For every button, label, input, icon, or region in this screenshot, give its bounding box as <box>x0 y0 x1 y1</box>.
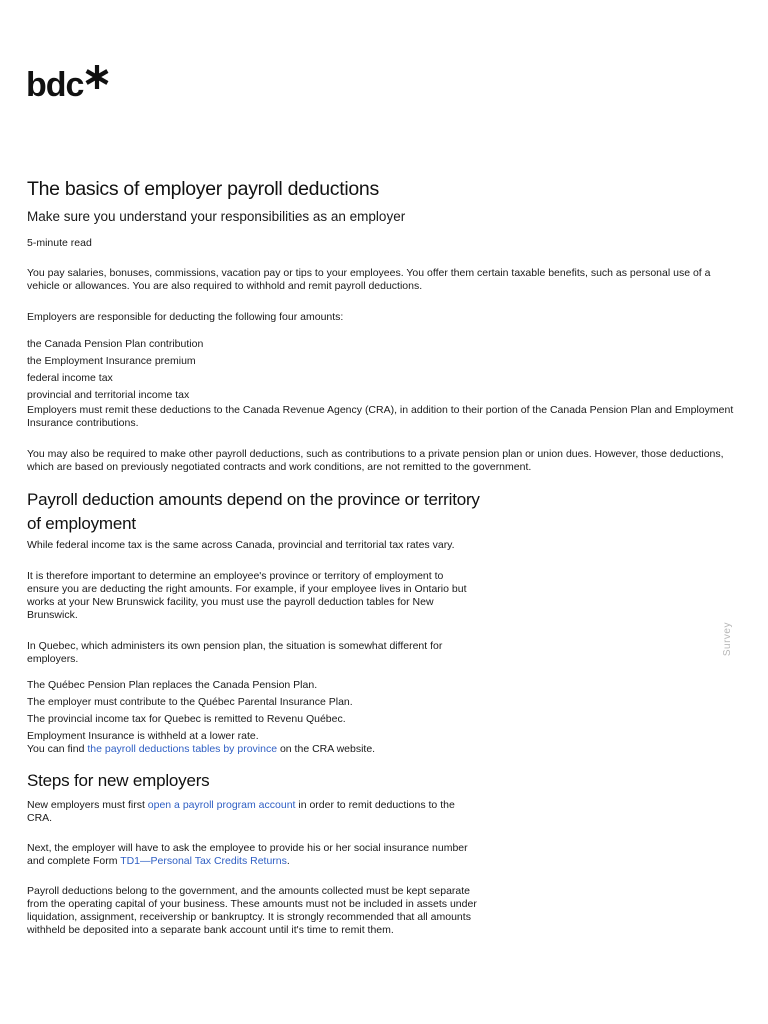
payroll-account-link[interactable]: open a payroll program account <box>147 799 296 811</box>
page-subtitle: Make sure you understand your responsibilities as an employer <box>27 209 406 224</box>
list-item: the Canada Pension Plan contribution <box>27 338 204 350</box>
asterisk-icon <box>84 64 110 90</box>
federal-tax-paragraph: While federal income tax is the same across Canada, provincial and territorial tax rates vary. <box>27 539 455 551</box>
remit-paragraph: Employers must remit these deductions to the Canada Revenue Agency (CRA), in addition to their portion of the Canada Pension Plan and Employment Insurance contributions. <box>27 404 734 429</box>
find-tables-paragraph: You can find the payroll deductions tables by province on the CRA website. <box>27 743 376 755</box>
read-time: 5-minute read <box>27 237 92 249</box>
td1-form-link[interactable]: TD1—Personal Tax Credits Returns <box>120 855 287 867</box>
survey-tab[interactable]: Survey <box>722 622 733 657</box>
section-heading-province: Payroll deduction amounts depend on the province or territory of employment <box>27 490 480 533</box>
list-item: the Employment Insurance premium <box>27 355 196 367</box>
intro-paragraph: You pay salaries, bonuses, commissions, vacation pay or tips to your employees. You offer them certain taxable benefits, such as personal use of a vehicle or allowances. You are also required to withhold and remit payroll deductions. <box>27 267 711 292</box>
new-employers-paragraph: New employers must first open a payroll program account in order to remit deductions to the CRA. <box>27 799 455 824</box>
responsibility-paragraph: Employers are responsible for deducting the following four amounts: <box>27 311 344 323</box>
next-step-paragraph: Next, the employer will have to ask the employee to provide his or her social insurance number and complete Form TD1—Personal Tax Credits Returns. <box>27 842 468 867</box>
list-item: The Québec Pension Plan replaces the Canada Pension Plan. <box>27 679 318 691</box>
section-heading-steps: Steps for new employers <box>27 771 210 790</box>
list-item: federal income tax <box>27 372 113 384</box>
logo-text: bdc <box>26 66 84 104</box>
deductions-list <box>27 336 739 404</box>
list-item: Employment Insurance is withheld at a lower rate. <box>27 730 259 742</box>
payroll-belongs-paragraph: Payroll deductions belong to the government, and the amounts collected must be kept separate from the operating capital of your business. These amounts must not be included in assets under liquidation, assignment, receivership or bankruptcy. It is strongly recommended that all amounts withheld be deposited into a separate bank account until it's time to remit them. <box>27 885 477 936</box>
bdc-logo[interactable] <box>26 62 110 108</box>
province-paragraph: It is therefore important to determine an employee's province or territory of employment to ensure you are deducting the right amounts. For example, if your employee lives in Ontario but works at your New Brunswick facility, you must use the payroll deduction tables for New Brunswick. <box>27 570 467 621</box>
payroll-tables-link[interactable]: the payroll deductions tables by province <box>87 743 278 755</box>
article <box>27 176 739 937</box>
quebec-paragraph: In Quebec, which administers its own pension plan, the situation is somewhat different for employers. <box>27 640 443 665</box>
page-title: The basics of employer payroll deductions <box>27 178 379 200</box>
list-item: The employer must contribute to the Québec Parental Insurance Plan. <box>27 696 353 708</box>
list-item: The provincial income tax for Quebec is remitted to Revenu Québec. <box>27 713 346 725</box>
list-item: provincial and territorial income tax <box>27 389 190 401</box>
quebec-list <box>27 677 739 745</box>
other-deductions-paragraph: You may also be required to make other payroll deductions, such as contributions to a private pension plan or union dues. However, those deductions, which are based on previously negotiated contracts and work conditions, are not remitted to the government. <box>27 448 724 473</box>
